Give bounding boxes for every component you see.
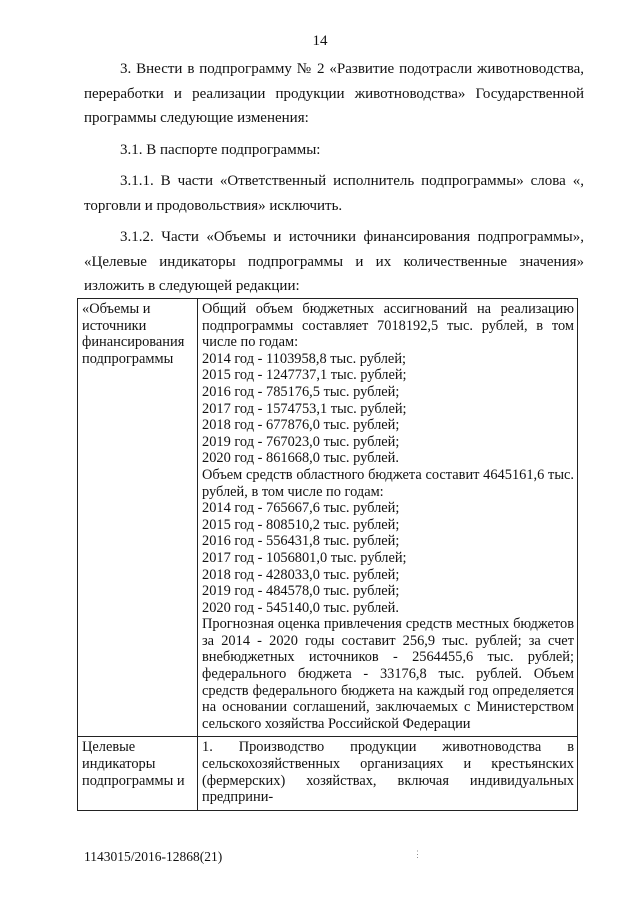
page-number: 14: [312, 33, 328, 49]
paragraph-item-3: 3. Внести в подпрограмму № 2 «Развитие подотрасли животноводства, переработки и реализации продукции животноводства» Государственной программы следующие изменения:: [84, 61, 584, 126]
content-line: 2018 год - 677876,0 тыс. рублей;: [202, 417, 400, 434]
paragraph-item-3-1: 3.1. В паспорте подпрограммы:: [120, 141, 321, 158]
row-content-financing: [198, 299, 578, 737]
table-row-financing: [78, 299, 578, 737]
row-label-financing: «Объемы и источники финансирования подпрограммы: [78, 299, 198, 737]
content-line: 1. Производство продукции животноводства в сельскохозяйственных организациях и крестьянских (фермерских) хозяйствах, включая индивидуальных предприни-: [202, 739, 574, 806]
table-row-indicators: [78, 737, 578, 810]
paragraph-item-3-1-1: 3.1.1. В части «Ответственный исполнитель подпрограммы» слова «, торговли и продовольствия» исключить.: [84, 173, 584, 214]
content-line: 2019 год - 484578,0 тыс. рублей;: [202, 583, 400, 600]
row-label-indicators: Целевые индикаторы подпрограммы и: [78, 737, 198, 810]
scan-artifact-mark: ⋮: [413, 849, 423, 859]
content-line: 2014 год - 1103958,8 тыс. рублей;: [202, 350, 407, 367]
paragraph-item-3-1-2: 3.1.2. Части «Объемы и источники финансирования подпрограммы», «Целевые индикаторы подпрограммы и их количественные значения» изложить в следующей редакции:: [84, 229, 584, 294]
content-line: Прогнозная оценка привлечения средств местных бюджетов за 2014 - 2020 годы составит 256,9 тыс. рублей; за счет внебюджетных источников - 2564455,6 тыс. рублей; федерального бюджета - 33176,8 тыс. рублей. Объем средств федерального бюджета на каждый год определяется на основании соглашений, заключаемых с Министерством сельского хозяйства Российской Федерации: [202, 616, 574, 732]
body-text: [84, 57, 584, 299]
row-content-indicators: [198, 737, 578, 810]
content-line: 2018 год - 428033,0 тыс. рублей;: [202, 566, 400, 583]
content-line: 2017 год - 1056801,0 тыс. рублей;: [202, 549, 407, 566]
content-line: 2020 год - 545140,0 тыс. рублей.: [202, 599, 399, 616]
content-line: Объем средств областного бюджета составит 4645161,6 тыс. рублей, в том числе по годам:: [202, 466, 574, 500]
content-line: Общий объем бюджетных ассигнований на реализацию подпрограммы составляет 7018192,5 тыс. рублей, в том числе по годам:: [202, 301, 574, 351]
content-line: 2017 год - 1574753,1 тыс. рублей;: [202, 400, 407, 417]
content-line: 2020 год - 861668,0 тыс. рублей.: [202, 450, 399, 467]
content-line: 2016 год - 556431,8 тыс. рублей;: [202, 533, 400, 550]
content-line: 2016 год - 785176,5 тыс. рублей;: [202, 383, 400, 400]
passport-table: [77, 298, 578, 811]
content-line: 2014 год - 765667,6 тыс. рублей;: [202, 500, 400, 517]
document-id: 1143015/2016-12868(21): [84, 849, 223, 864]
content-line: 2019 год - 767023,0 тыс. рублей;: [202, 433, 400, 450]
content-line: 2015 год - 808510,2 тыс. рублей;: [202, 516, 400, 533]
content-line: 2015 год - 1247737,1 тыс. рублей;: [202, 367, 407, 384]
